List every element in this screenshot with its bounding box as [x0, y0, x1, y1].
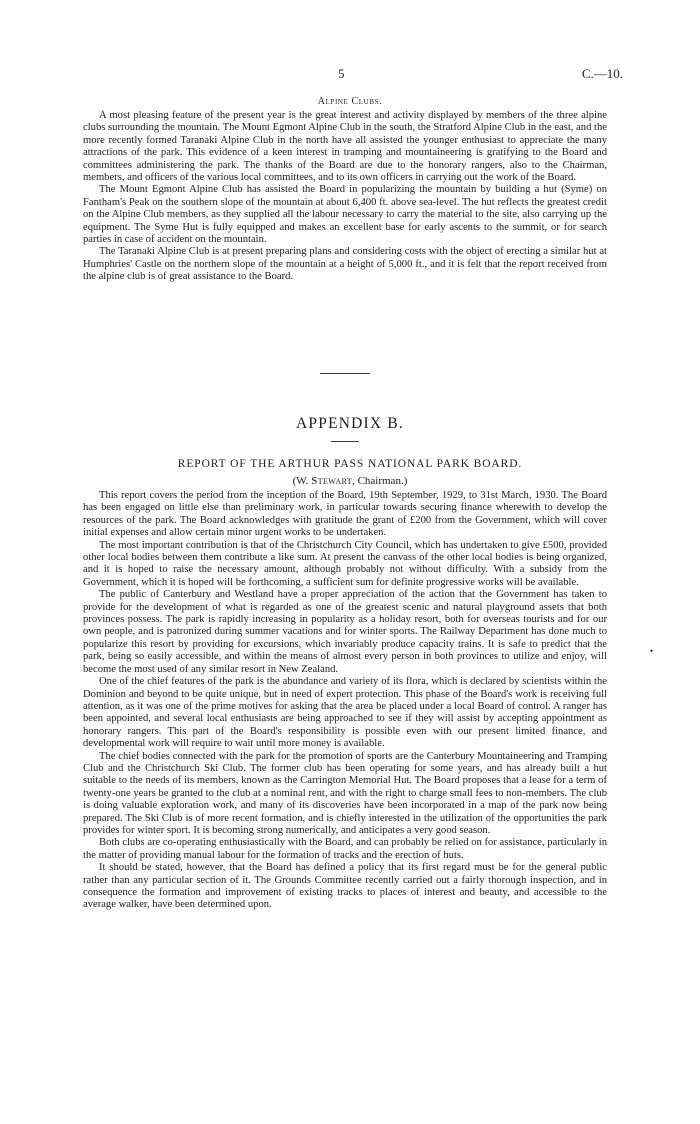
alpine-clubs-body	[83, 110, 607, 284]
section-heading-alpine-clubs: Alpine Clubs.	[317, 96, 383, 107]
report-body	[83, 490, 607, 912]
margin-mark: •	[650, 646, 654, 656]
paragraph: A most pleasing feature of the present year is the great interest and activity displayed by members of the three alpine clubs surrounding the mountain. The Mount Egmont Alpine Club in the south, the Stratford Alpine Club in the east, and the more recently formed Taranaki Alpine Club in the north have all assisted the younger enthusiast to appreciate the many attractions of the park. This evidence of a keen interest in tramping and mountaineering is gratifying to the Board and committees administering the park. The thanks of the Board are due to the honorary rangers, also to the Chairman, members, and officers of the various local committees, and to its own officers in carrying out the work of the Board.	[83, 110, 607, 184]
section-divider	[320, 373, 370, 374]
paragraph: The chief bodies connected with the park for the promotion of sports are the Canterbury Mountaineering and Tramping Club and the Christchurch Ski Club. The former club has been operating for some years, and has already built a hut suitable to the needs of its members, known as the Carrington Memorial Hut. The Board proposes that a lease for a term of twenty-one years be granted to the club at a nominal rent, and with the right to charge small fees to non-members. The club is doing valuable exploration work, and many of its discoveries have been incorporated in a map of the park now being prepared. The Ski Club is of more recent formation, and is chiefly interested in the utilization of the opportunities the park provides for winter sport. It is becoming strong numerically, and anticipates a very good season.	[83, 750, 607, 836]
paragraph: The most important contribution is that of the Christchurch City Council, which has undertaken to give £500, provided other local bodies between them contribute a like sum. At present the canvass of the other local bodies is being organized, and it is hoped to raise the necessary amount, although probably not without difficulty. With a subsidy from the Government, which it is hoped will be forthcoming, a sufficient sum for definite progressive works will be available.	[83, 539, 607, 588]
chairman-name: Stewart	[311, 475, 353, 487]
document-reference: C.—10.	[581, 66, 623, 81]
paragraph: The public of Canterbury and Westland have a proper appreciation of the action that the Government has taken to provide for the development of what is regarded as one of the greatest scenic and natural playground assets that both provinces possess. The park is rapidly increasing in popularity as a holiday resort, both for overseas tourists and for our own people, and is patronized during summer vacations and for winter sports. The Railway Department has done much to popularize this resort by providing for excursions, which invariably produce capacity trains. It is safe to predict that the park, being so easily accessible, and within the means of almost every person in both provinces to utilize and enjoy, will become the most used of any similar resort in New Zealand.	[83, 589, 607, 675]
paragraph: It should be stated, however, that the Board has defined a policy that its first regard must be for the general public rather than any particular section of it. The Grounds Committee recently carried out a fairly thorough inspection, and in consequence the formation and improvement of existing tracks to places of interest and beauty, and accessible to the average walker, have been determined upon.	[83, 862, 607, 911]
chairman-close: , Chairman.)	[352, 475, 408, 487]
paragraph: One of the chief features of the park is the abundance and variety of its flora, which is declared by scientists within the Dominion and beyond to be quite unique, but in need of expert protection. This phase of the Board's work is receiving full attention, as it was one of the prime motives for asking that the area be placed under a local Board of control. A ranger has been appointed, and several local enthusiasts are being approached to see if they will assist by accepting appointment as honorary rangers. This part of the Board's responsibility is possible even with our present limited finance, and developmental work will require to wait until more money is available.	[83, 676, 607, 750]
paragraph: The Mount Egmont Alpine Club has assisted the Board in popularizing the mountain by building a hut (Syme) on Fantham's Peak on the southern slope of the mountain at about 6,400 ft. above sea-level. The hut reflects the greatest credit on the Alpine Club members, as they supplied all the labour necessary to carry the material to the site, also carrying up the equipment. The Syme Hut is fully equipped and makes an excellent base for early ascents to the summit, or for search parties in case of accident on the mountain.	[83, 184, 607, 246]
title-divider	[331, 441, 359, 442]
report-title: REPORT OF THE ARTHUR PASS NATIONAL PARK BOARD.	[177, 458, 523, 470]
chairman-line	[0, 475, 700, 487]
appendix-title: APPENDIX B.	[296, 415, 404, 432]
page-number: 5	[338, 66, 345, 81]
page-header	[0, 66, 700, 84]
paragraph: The Taranaki Alpine Club is at present preparing plans and considering costs with the object of erecting a similar hut at Humphries' Castle on the northern slope of the mountain at a height of 5,000 ft., and it is felt that the report received from the alpine club is of great assistance to the Board.	[83, 246, 607, 283]
paragraph: Both clubs are co-operating enthusiastically with the Board, and can probably be relied on for assistance, particularly in the matter of providing manual labour for the formation of tracks and the erection of huts.	[83, 837, 607, 861]
chairman-open: (W.	[292, 475, 312, 487]
paragraph: This report covers the period from the inception of the Board, 19th September, 1929, to 31st March, 1930. The Board has been engaged on little else than preliminary work, in particular towards securing finance wherewith to develop the resources of the park. The Board acknowledges with gratitude the grant of £200 from the Government, which will cover initial expenses and allow certain minor urgent works to be undertaken.	[83, 490, 607, 539]
